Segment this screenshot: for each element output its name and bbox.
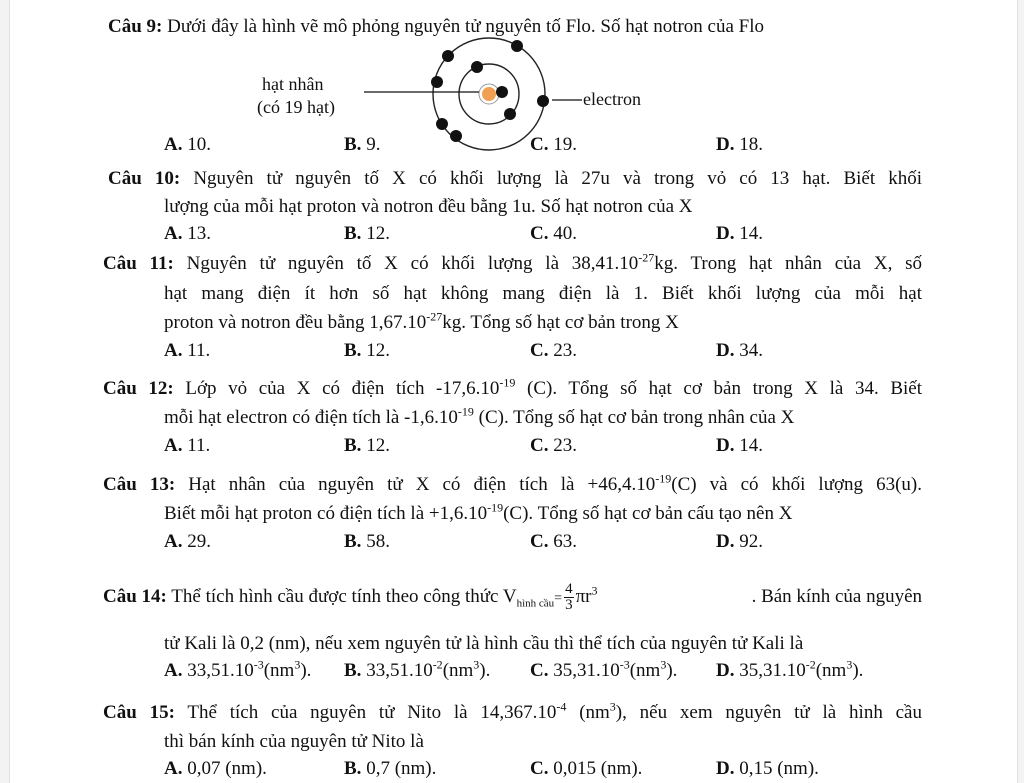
question-14-line-2: tử Kali là 0,2 (nm), nếu xem nguyên tử là hình cầu thì thể tích của nguyên tử Kali là (164, 633, 804, 654)
electron-dot (442, 50, 454, 62)
question-9-text: Câu 9: Dưới đây là hình vẽ mô phỏng nguyên tử nguyên tố Flo. Số hạt notron của Flo (108, 16, 765, 37)
electron-dot (431, 76, 443, 88)
question-11-line-1: Câu 11: Nguyên tử nguyên tố X có khối lượng là $38,41.10^{-27}kg$. Trong hạt nhân của X, số (103, 250, 922, 274)
q10-option-d[interactable]: D. 14. (716, 223, 763, 244)
question-11-line-3: proton và notron đều bằng $1,67.10^{-27}kg$. Tổng số hạt cơ bản trong X (164, 309, 679, 333)
question-11-line-2: hạt mang điện ít hơn số hạt không mang điện là 1. Biết khối lượng của mỗi hạt (164, 283, 922, 304)
q9-option-a[interactable]: A. 10. (164, 134, 211, 155)
q14-option-d[interactable]: D. $35,31.10^{-2}(nm^3)$. (716, 657, 864, 681)
q13-option-d[interactable]: D. 92. (716, 531, 763, 552)
q10-option-c[interactable]: C. 40. (530, 223, 577, 244)
question-15-line-1: Câu 15: Thể tích của nguyên tử Nito là $14,367.10^{-4}$ $(nm^3)$, nếu xem nguyên tử là hình cầu (103, 699, 922, 723)
question-12-line-2: mỗi hạt electron có điện tích là $-1,6.10^{-19}$ (C). Tổng số hạt cơ bản trong nhân của X (164, 404, 795, 428)
question-10-line-2: lượng của mỗi hạt proton và notron đều bằng 1u. Số hạt notron của X (164, 196, 693, 217)
q9-option-c[interactable]: C. 19. (530, 134, 577, 155)
nucleus-count-label: (có 19 hạt) (257, 97, 335, 117)
q9-option-d[interactable]: D. 18. (716, 134, 763, 155)
q14-option-b[interactable]: B. $33,51.10^{-2}(nm^3)$. (344, 657, 491, 681)
electron-dot (511, 40, 523, 52)
q15-option-c[interactable]: C. 0,015 (nm). (530, 758, 643, 779)
electron-label: electron (583, 89, 641, 109)
q12-option-c[interactable]: C. 23. (530, 435, 577, 456)
q12-option-d[interactable]: D. 14. (716, 435, 763, 456)
q14-option-a[interactable]: A. $33,51.10^{-3}(nm^3)$. (164, 657, 312, 681)
q11-option-b[interactable]: B. 12. (344, 340, 390, 361)
q13-option-b[interactable]: B. 58. (344, 531, 390, 552)
q12-option-b[interactable]: B. 12. (344, 435, 390, 456)
q13-option-c[interactable]: C. 63. (530, 531, 577, 552)
q11-option-c[interactable]: C. 23. (530, 340, 577, 361)
q11-option-a[interactable]: A. 11. (164, 340, 211, 361)
four-thirds-fraction: $\frac{4}{3}$ (565, 580, 573, 613)
page-left-edge (0, 0, 10, 783)
nucleus (482, 87, 496, 101)
question-10-line-1: Câu 10: Nguyên tử nguyên tố X có khối lượng là 27u và trong vỏ có 13 hạt. Biết khối (108, 168, 922, 189)
q14-option-c[interactable]: C. $35,31.10^{-3}(nm^3)$. (530, 657, 678, 681)
electron-dot (436, 118, 448, 130)
q10-option-b[interactable]: B. 12. (344, 223, 390, 244)
electron-dot (450, 130, 462, 142)
q10-option-a[interactable]: A. 13. (164, 223, 211, 244)
q11-option-d[interactable]: D. 34. (716, 340, 763, 361)
q15-option-d[interactable]: D. 0,15 (nm). (716, 758, 819, 779)
electron-dot (537, 95, 549, 107)
q12-option-a[interactable]: A. 11. (164, 435, 211, 456)
q13-option-a[interactable]: A. 29. (164, 531, 211, 552)
q15-option-a[interactable]: A. 0,07 (nm). (164, 758, 267, 779)
q15-option-b[interactable]: B. 0,7 (nm). (344, 758, 437, 779)
electron-dot (471, 61, 483, 73)
q9-option-b[interactable]: B. 9. (344, 134, 381, 155)
nucleus-label: hạt nhân (262, 74, 324, 94)
question-15-line-2: thì bán kính của nguyên tử Nito là (164, 731, 424, 752)
question-13-line-1: Câu 13: Hạt nhân của nguyên tử X có điện tích là $+46,4.10^{-19}(C)$ và có khối lượng 63(u). (103, 471, 922, 495)
question-14-line-1: Câu 14: Thể tích hình cầu được tính theo công thức $V_{hình cầu}=$ $\frac{4}{3}$ $\pi r^3$ . Bán kính của nguyên (103, 580, 922, 613)
question-13-line-2: Biết mỗi hạt proton có điện tích là $+1,6.10^{-19}(C)$. Tổng số hạt cơ bản cấu tạo nên X (164, 500, 793, 524)
question-12-line-1: Câu 12: Lớp vỏ của X có điện tích $-17,6.10^{-19}$ (C). Tổng số hạt cơ bản trong X là 34. Biết (103, 375, 922, 399)
electron-dot (496, 86, 508, 98)
electron-dot (504, 108, 516, 120)
page-right-edge (1017, 0, 1024, 783)
